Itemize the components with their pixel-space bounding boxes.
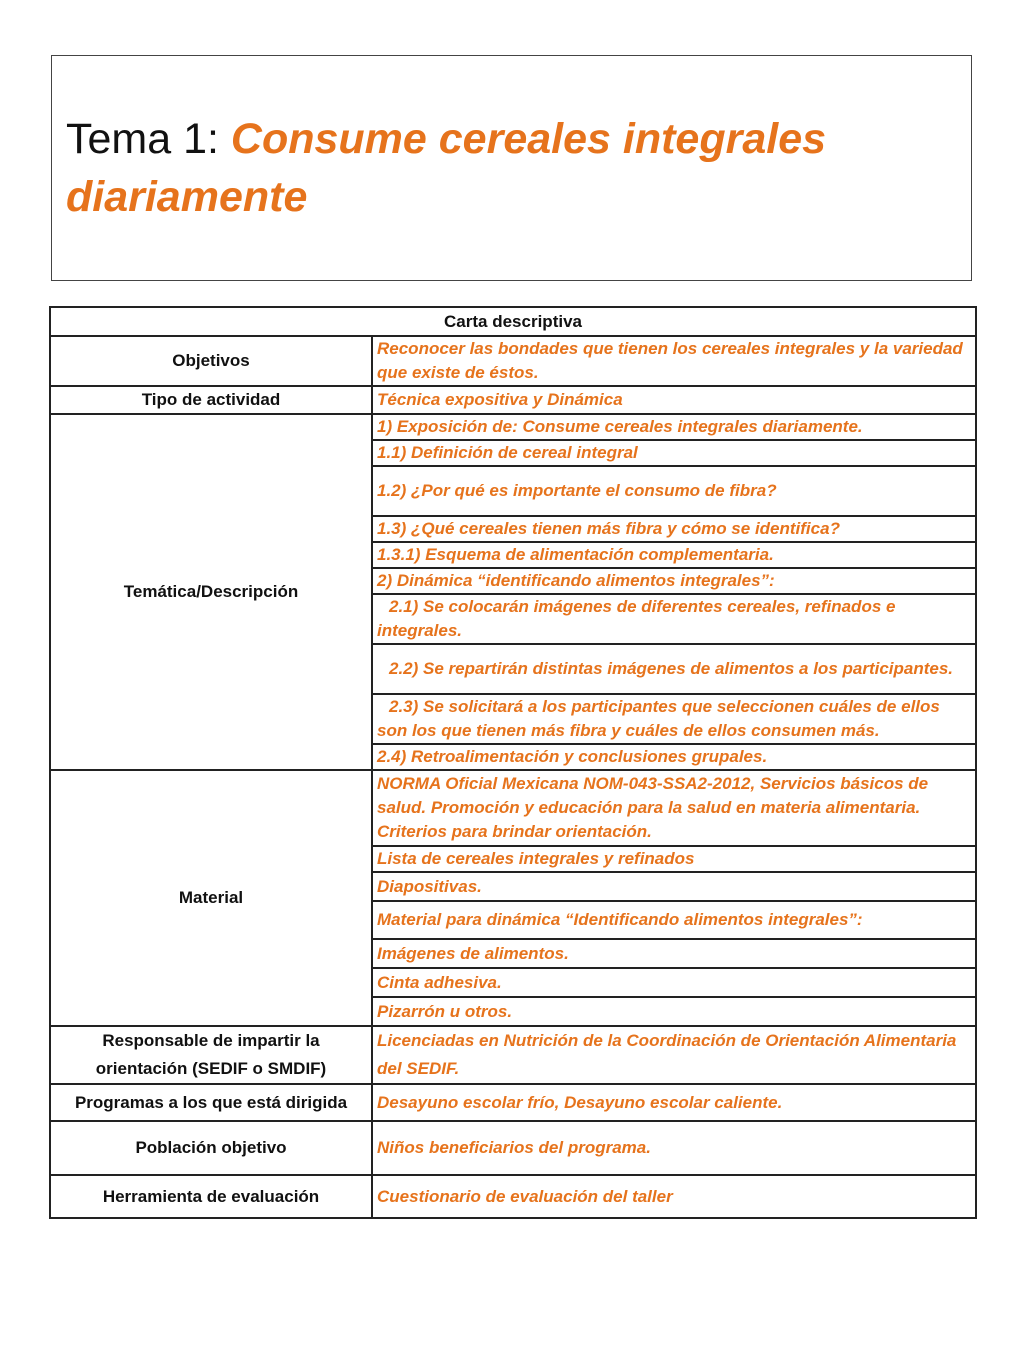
material-item: Diapositivas. <box>372 872 976 901</box>
material-item: Cinta adhesiva. <box>372 968 976 997</box>
tipo-label: Tipo de actividad <box>50 386 372 414</box>
herramienta-value: Cuestionario de evaluación del taller <box>372 1175 976 1218</box>
tipo-value: Técnica expositiva y Dinámica <box>372 386 976 414</box>
tematica-label: Temática/Descripción <box>50 414 372 770</box>
table-row <box>50 386 976 414</box>
table-row <box>50 1121 976 1175</box>
table-row <box>50 1026 976 1084</box>
tematica-item: 1.3.1) Esquema de alimentación complementaria. <box>372 542 976 568</box>
tematica-item: 1.3) ¿Qué cereales tienen más fibra y cómo se identifica? <box>372 516 976 542</box>
material-item: Material para dinámica “Identificando alimentos integrales”: <box>372 901 976 939</box>
page-title <box>66 110 956 226</box>
table-row <box>50 770 976 846</box>
responsable-label: Responsable de impartir la orientación (SEDIF o SMDIF) <box>50 1026 372 1084</box>
tematica-item-text: 2.2) Se repartirán distintas imágenes de alimentos a los participantes. <box>389 659 954 678</box>
material-item: Pizarrón u otros. <box>372 997 976 1026</box>
table-row <box>50 1084 976 1121</box>
objetivos-value: Reconocer las bondades que tienen los cereales integrales y la variedad que existe de éstos. <box>372 336 976 386</box>
herramienta-label: Herramienta de evaluación <box>50 1175 372 1218</box>
table-row <box>50 307 976 336</box>
table-row <box>50 414 976 440</box>
responsable-value: Licenciadas en Nutrición de la Coordinación de Orientación Alimentaria del SEDIF. <box>372 1026 976 1084</box>
tematica-item <box>372 694 976 744</box>
carta-descriptiva-table <box>49 306 977 1219</box>
table-header: Carta descriptiva <box>50 307 976 336</box>
tematica-item-text: 2.1) Se colocarán imágenes de diferentes cereales, refinados e integrales. <box>377 597 896 640</box>
tematica-item: 2) Dinámica “identificando alimentos integrales”: <box>372 568 976 594</box>
objetivos-label: Objetivos <box>50 336 372 386</box>
programas-value: Desayuno escolar frío, Desayuno escolar caliente. <box>372 1084 976 1121</box>
tematica-item: 1.1) Definición de cereal integral <box>372 440 976 466</box>
material-item: Imágenes de alimentos. <box>372 939 976 968</box>
material-label: Material <box>50 770 372 1026</box>
title-prefix: Tema 1: <box>66 115 231 163</box>
poblacion-value: Niños beneficiarios del programa. <box>372 1121 976 1175</box>
tematica-item-text: 2.3) Se solicitará a los participantes que seleccionen cuáles de ellos son los que tienen más fibra y cuáles de ellos consumen más. <box>377 697 940 740</box>
title-box <box>51 55 972 281</box>
tematica-item: 2.4) Retroalimentación y conclusiones grupales. <box>372 744 976 770</box>
tematica-item: 1.2) ¿Por qué es importante el consumo de fibra? <box>372 466 976 516</box>
material-item: Lista de cereales integrales y refinados <box>372 846 976 872</box>
tematica-item <box>372 644 976 694</box>
table-row <box>50 336 976 386</box>
table-row <box>50 1175 976 1218</box>
tematica-item <box>372 594 976 644</box>
tematica-item: 1) Exposición de: Consume cereales integrales diariamente. <box>372 414 976 440</box>
programas-label: Programas a los que está dirigida <box>50 1084 372 1121</box>
material-item: NORMA Oficial Mexicana NOM-043-SSA2-2012, Servicios básicos de salud. Promoción y educación para la salud en materia alimentaria. Criterios para brindar orientación. <box>372 770 976 846</box>
title-main: Consume cereales integrales diariamente <box>66 115 827 221</box>
poblacion-label: Población objetivo <box>50 1121 372 1175</box>
